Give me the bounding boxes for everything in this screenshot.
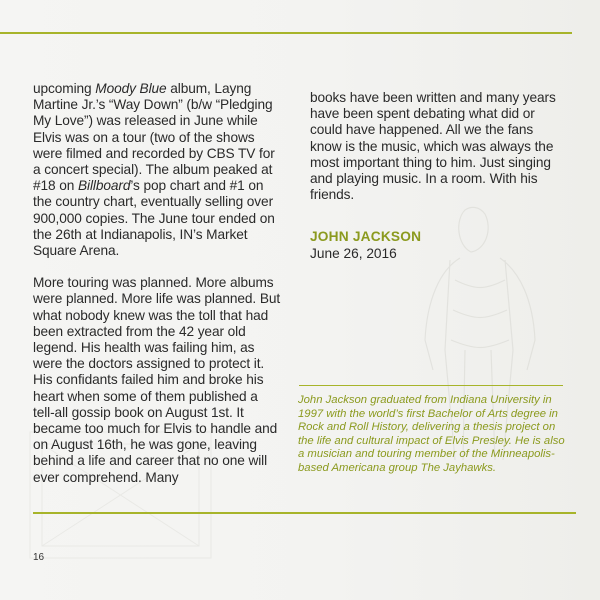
top-accent-rule (0, 32, 572, 34)
left-text-column (33, 81, 283, 486)
paragraph-way-down (33, 81, 283, 259)
paragraph-books-written: books have been written and many years have been spent debating what did or could have happened. All we the fans know is the music, which was always the most important thing to him. Just singing and playing music. In a room. With his friends. (310, 90, 556, 203)
bio-divider-rule (299, 385, 563, 386)
right-text-column (310, 90, 560, 203)
paragraph-text: album, Layng Martine Jr.’s “Way Down” (b/w “Pledging My Love”) was released in June while Elvis was on a tour (two of the shows were filmed and recorded by CBS TV for a concert special). The album peaked at #18 on (33, 81, 275, 194)
author-bio: John Jackson graduated from Indiana University in 1997 with the world’s first Bachelor of Arts degree in Rock and Roll History, delivering a thesis project on the life and cultural impact of Elvis Presley. He is also a musician and touring member of the Minneapolis-based Americana group The Jayhawks. (298, 394, 565, 474)
magazine-title: Billboard (77, 178, 131, 194)
author-date: June 26, 2016 (310, 246, 397, 261)
paragraph-text: upcoming (33, 81, 96, 96)
author-name: JOHN JACKSON (310, 229, 422, 244)
paragraph-text: ’s pop chart and #1 on the country chart, eventually selling over 900,000 copies. The June tour ended on the 26th at Indianapolis, IN’s Market Square Arena. (33, 178, 275, 259)
album-title: Moody Blue (95, 81, 167, 96)
page-number: 16 (33, 552, 45, 563)
bottom-accent-rule (33, 512, 576, 514)
paragraph-more-touring: More touring was planned. More albums were planned. More life was planned. But what nobody knew was the toll that had been extracted from the 42 year old legend. His health was failing him, as were the doctors assigned to protect it. His confidants failed him and broke his heart when some of them published a tell-all gossip book on August 1st. It became too much for Elvis to handle and on August 16th, he was gone, leaving behind a life and career that no one will ever comprehend. Many (33, 275, 281, 485)
